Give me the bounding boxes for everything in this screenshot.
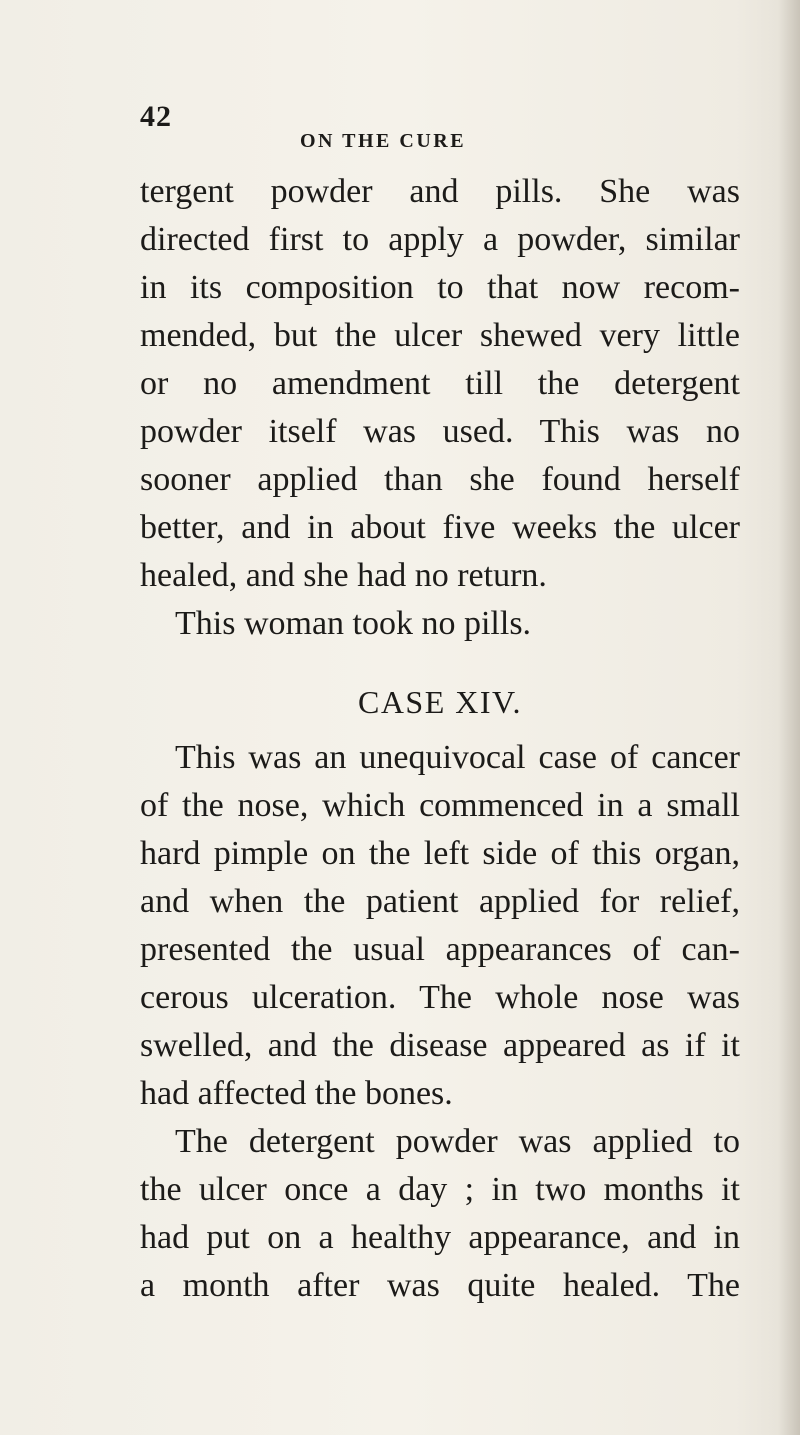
text-line: better, and in about five weeks the ulcer [140,509,740,546]
page-edge-shadow [778,0,800,1435]
text-line: hard pimple on the left side of this organ, [140,835,740,872]
text-line: a month after was quite healed. The [140,1267,740,1304]
text-line: presented the usual appearances of can- [140,931,740,968]
text-line: This was an unequivocal case of cancer [175,739,740,776]
text-line: of the nose, which commenced in a small [140,787,740,824]
text-line: The detergent powder was applied to [175,1123,740,1160]
text-line: healed, and she had no return. [140,557,547,594]
text-line: in its composition to that now recom- [140,269,740,306]
text-line: cerous ulceration. The whole nose was [140,979,740,1016]
text-line: directed first to apply a powder, similar [140,221,740,258]
text-line: and when the patient applied for relief, [140,883,740,920]
text-line: mended, but the ulcer shewed very little [140,317,740,354]
text-line: had affected the bones. [140,1075,453,1112]
text-line: sooner applied than she found herself [140,461,740,498]
text-line: had put on a healthy appearance, and in [140,1219,740,1256]
text-line: swelled, and the disease appeared as if it [140,1027,740,1064]
case-heading: CASE XIV. [357,684,523,720]
running-head: ON THE CURE [300,130,467,152]
text-line: the ulcer once a day ; in two months it [140,1171,740,1208]
page-header [140,100,700,152]
text-line: or no amendment till the detergent [140,365,740,402]
text-line: tergent powder and pills. She was [140,173,740,210]
text-line: This woman took no pills. [175,605,532,642]
text-line: powder itself was used. This was no [140,413,740,450]
page-number: 42 [140,100,172,133]
